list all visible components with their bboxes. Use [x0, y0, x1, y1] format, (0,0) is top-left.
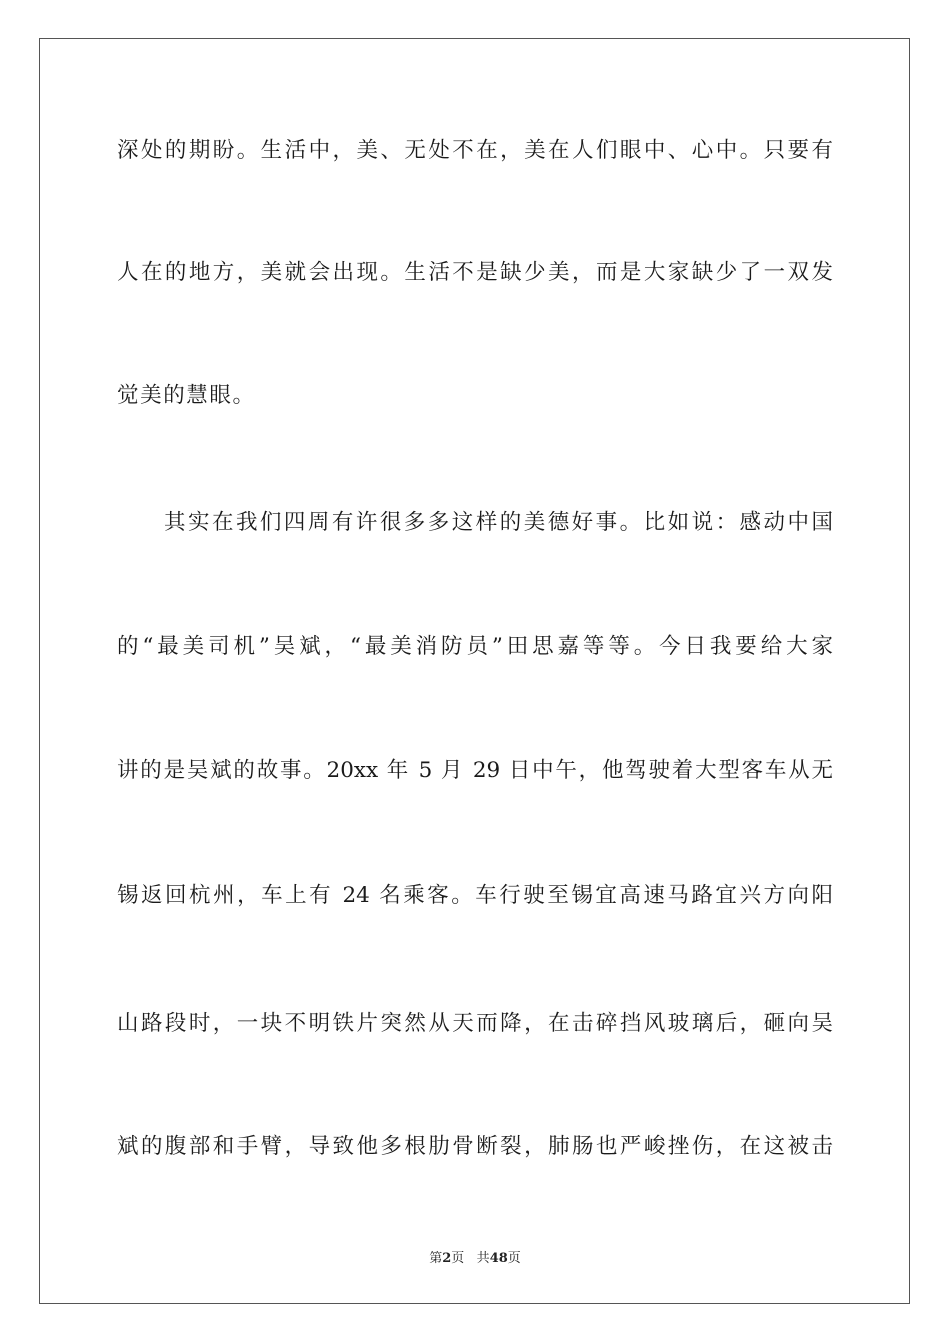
body-text-line: 斌的腹部和手臂，导致他多根肋骨断裂，肺肠也严峻挫伤，在这被击 [117, 1134, 833, 1159]
total-suffix: 页 [507, 1251, 521, 1266]
body-text-line: 其实在我们四周有许很多多这样的美德好事。比如说：感动中国 [164, 510, 833, 535]
body-text-line: 讲的是吴斌的故事。20xx 年 5 月 29 日中午，他驾驶着大型客车从无 [117, 758, 833, 783]
total-prefix: 共 [476, 1251, 490, 1266]
page-frame [39, 38, 910, 1304]
total-pages: 48 [489, 1251, 508, 1266]
page-prefix: 第 [429, 1251, 443, 1266]
page-footer [0, 1247, 950, 1266]
body-text-line: 山路段时，一块不明铁片突然从天而降，在击碎挡风玻璃后，砸向吴 [117, 1011, 833, 1036]
body-text-line: 深处的期盼。生活中，美、无处不在，美在人们眼中、心中。只要有 [117, 138, 833, 163]
page-number: 2 [442, 1251, 452, 1266]
body-text-line: 人在的地方，美就会出现。生活不是缺少美，而是大家缺少了一双发 [117, 260, 833, 285]
body-text-line: 的“最美司机”吴斌，“最美消防员”田思嘉等等。今日我要给大家 [117, 634, 833, 659]
page-suffix: 页 [451, 1251, 465, 1266]
body-text-line: 锡返回杭州，车上有 24 名乘客。车行驶至锡宜高速马路宜兴方向阳 [117, 883, 833, 908]
body-text-line: 觉美的慧眼。 [117, 383, 256, 408]
